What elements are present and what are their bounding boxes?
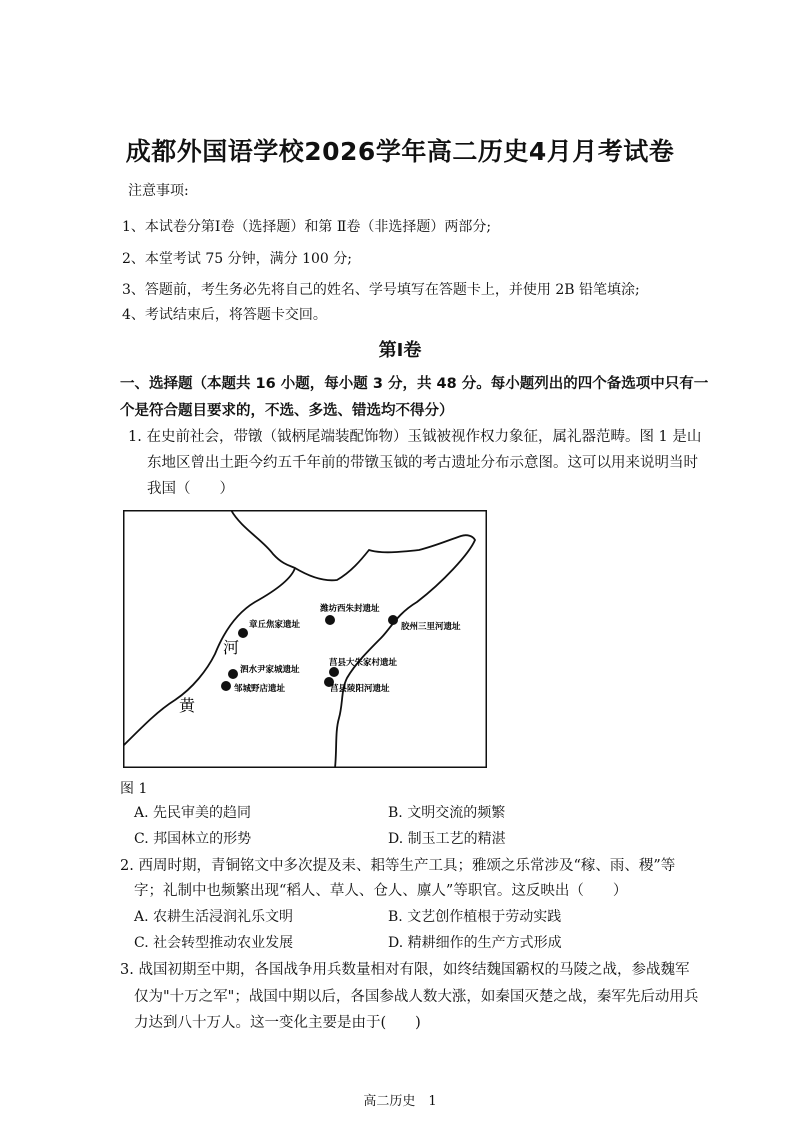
site-label-juxian-dazhujia: 莒县大朱家村遗址 bbox=[329, 658, 398, 668]
question-1-line1: 1. 在史前社会，带镦（钺柄尾端装配饰物）玉钺被视作权力象征，属礼器范畴。图 1 是山 bbox=[128, 429, 702, 445]
question-1-option-c[interactable]: C. 邦国林立的形势 bbox=[134, 831, 252, 847]
question-2-option-d[interactable]: D. 精耕细作的生产方式形成 bbox=[388, 935, 562, 951]
archaeological-site-map bbox=[123, 510, 487, 768]
exam-title: 成都外国语学校2026学年高二历史4月月考试卷 bbox=[125, 137, 675, 166]
figure-1-label: 图 1 bbox=[120, 781, 148, 797]
map-frame bbox=[124, 511, 487, 768]
site-label-zoucheng: 邹城野店遗址 bbox=[234, 684, 286, 694]
question-3-line1: 3. 战国初期至中期，各国战争用兵数量相对有限，如终结魏国霸权的马陵之战，参战魏军 bbox=[120, 962, 690, 978]
question-2-line1: 2. 西周时期，青铜铭文中多次提及耒、耜等生产工具；雅颂之乐常涉及“稼、雨、稷”等 bbox=[120, 858, 676, 874]
question-1-line3: 我国（ ） bbox=[147, 481, 234, 497]
section-heading-line1: 一、选择题（本题共 16 小题，每小题 3 分，共 48 分。每小题列出的四个备选项中只有一 bbox=[120, 376, 709, 392]
notice-item-2: 2、本堂考试 75 分钟，满分 100 分; bbox=[122, 251, 352, 267]
site-dot-weifang bbox=[325, 615, 335, 625]
site-dot-zhangqiu bbox=[238, 628, 248, 638]
question-2-option-c[interactable]: C. 社会转型推动农业发展 bbox=[134, 935, 294, 951]
question-1-option-d[interactable]: D. 制玉工艺的精湛 bbox=[388, 831, 506, 847]
question-2-option-b[interactable]: B. 文艺创作植根于劳动实践 bbox=[388, 909, 562, 925]
site-label-zhangqiu: 章丘焦家遗址 bbox=[249, 620, 301, 630]
site-dot-sishui bbox=[228, 669, 238, 679]
page-footer: 高二历史 1 bbox=[363, 1094, 437, 1109]
river-char-he: 河 bbox=[223, 638, 240, 657]
site-label-juxian-lingyanghe: 莒县陵阳河遗址 bbox=[330, 684, 390, 694]
question-1-option-a[interactable]: A. 先民审美的趋同 bbox=[134, 805, 252, 821]
volume-title: 第Ⅰ卷 bbox=[378, 340, 422, 361]
notice-item-1: 1、本试卷分第Ⅰ卷（选择题）和第 Ⅱ卷（非选择题）两部分; bbox=[122, 219, 492, 235]
river-char-huang: 黄 bbox=[179, 696, 196, 715]
question-1-line2: 东地区曾出土距今约五千年前的带镦玉钺的考古遗址分布示意图。这可以用来说明当时 bbox=[147, 455, 698, 471]
question-2-line2: 字；礼制中也频繁出现“稻人、草人、仓人、廪人”等职官。这反映出（ ） bbox=[134, 883, 628, 899]
site-label-jiaozhou: 胶州三里河遗址 bbox=[401, 622, 461, 632]
notice-item-3: 3、答题前，考生务必先将自己的姓名、学号填写在答题卡上，并使用 2B 铅笔填涂; bbox=[122, 282, 640, 298]
site-label-sishui: 泗水尹家城遗址 bbox=[240, 665, 300, 675]
question-2-option-a[interactable]: A. 农耕生活浸润礼乐文明 bbox=[134, 909, 294, 925]
notice-item-4: 4、考试结束后，将答题卡交回。 bbox=[122, 307, 327, 323]
question-3-line3: 力达到八十万人。这一变化主要是由于( ) bbox=[134, 1015, 421, 1031]
question-1-option-b[interactable]: B. 文明交流的频繁 bbox=[388, 805, 506, 821]
question-3-line2: 仅为"十万之军"；战国中期以后，各国参战人数大涨，如秦国灭楚之战，秦军先后动用兵 bbox=[134, 989, 699, 1005]
notice-heading: 注意事项: bbox=[128, 183, 189, 199]
site-dot-juxian-dazhujia bbox=[329, 667, 339, 677]
section-heading-line2: 个是符合题目要求的，不选、多选、错选均不得分） bbox=[120, 403, 454, 419]
site-label-weifang: 潍坊西朱封遗址 bbox=[320, 604, 380, 614]
site-dot-jiaozhou bbox=[388, 615, 398, 625]
site-dot-zoucheng bbox=[221, 681, 231, 691]
